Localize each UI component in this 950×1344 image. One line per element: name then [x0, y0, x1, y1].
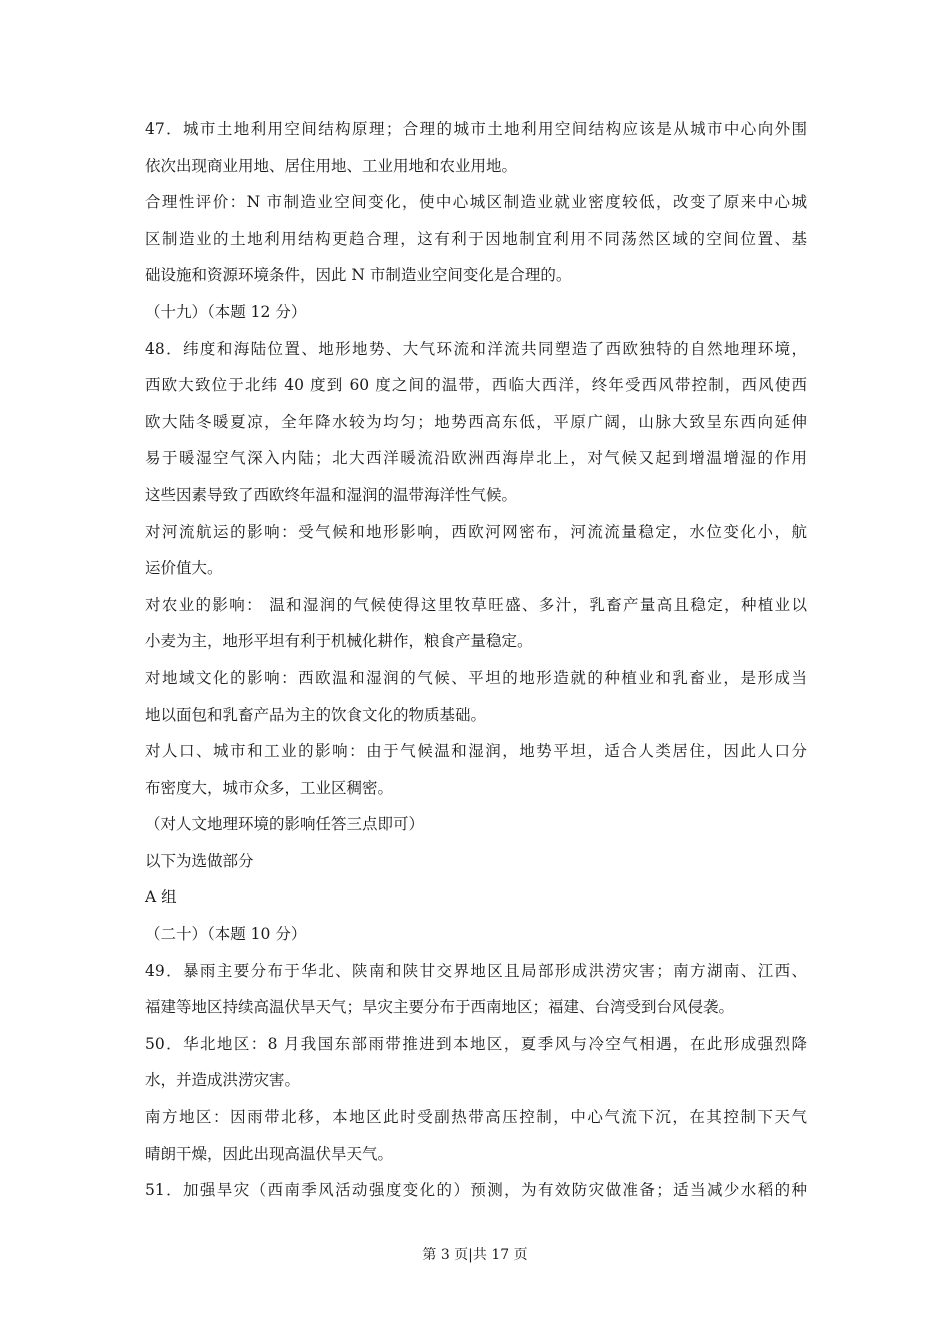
text-line: 依次出现商业用地、居住用地、工业用地和农业用地。 [145, 156, 518, 175]
text-line: 对河流航运的影响：受气候和地形影响，西欧河网密布，河流流量稳定，水位变化小，航 [145, 522, 807, 541]
document-body [145, 111, 807, 1209]
text-line: 51．加强旱灾（西南季风活动强度变化的）预测，为有效防灾做准备；适当减少水稻的种 [145, 1181, 807, 1200]
text-line: 48．纬度和海陆位置、地形地势、大气环流和洋流共同塑造了西欧独特的自然地理环境， [145, 339, 807, 358]
text-line: 易于暖湿空气深入内陆；北大西洋暖流沿欧洲西海岸北上，对气候又起到增温增湿的作用 [145, 449, 807, 468]
text-line: 对人口、城市和工业的影响：由于气候温和湿润，地势平坦，适合人类居住，因此人口分 [145, 742, 807, 761]
page-footer: 第 3 页|共 17 页 [422, 1247, 528, 1263]
text-line: 对地域文化的影响：西欧温和湿润的气候、平坦的地形造就的种植业和乳畜业，是形成当 [145, 668, 807, 687]
text-line: 47．城市土地利用空间结构原理；合理的城市土地利用空间结构应该是从城市中心向外围 [145, 120, 807, 138]
text-line: 水，并造成洪涝灾害。 [145, 1071, 301, 1090]
text-line: 以下为选做部分 [145, 851, 254, 870]
text-line: A 组 [145, 888, 177, 907]
text-line: 对农业的影响： 温和湿润的气候使得这里牧草旺盛、多汁，乳畜产量高且稳定，种植业以 [145, 595, 807, 614]
text-line: 小麦为主，地形平坦有利于机械化耕作，粮食产量稳定。 [145, 632, 533, 651]
text-line: 运价值大。 [145, 559, 223, 578]
text-line: 西欧大致位于北纬 40 度到 60 度之间的温带，西临大西洋，终年受西风带控制，西风使西 [145, 376, 807, 395]
text-line: 福建等地区持续高温伏旱天气；旱灾主要分布于西南地区；福建、台湾受到台风侵袭。 [145, 998, 735, 1017]
text-line: 合理性评价：N 市制造业空间变化，使中心城区制造业就业密度较低，改变了原来中心城 [145, 193, 807, 212]
text-line: 晴朗干燥，因此出现高温伏旱天气。 [145, 1144, 394, 1163]
text-line: 这些因素导致了西欧终年温和湿润的温带海洋性气候。 [145, 485, 518, 504]
text-line: 南方地区：因雨带北移，本地区此时受副热带高压控制，中心气流下沉，在其控制下天气 [145, 1108, 807, 1127]
text-line: 50．华北地区：8 月我国东部雨带推进到本地区，夏季风与冷空气相遇，在此形成强烈降 [145, 1034, 807, 1053]
text-line: （二十）（本题 10 分） [145, 925, 307, 944]
text-line: 欧大陆冬暖夏凉，全年降水较为均匀；地势西高东低，平原广阔，山脉大致呈东西向延伸 [145, 412, 807, 431]
text-line: 地以面包和乳畜产品为主的饮食文化的物质基础。 [145, 705, 487, 724]
text-line: （十九）（本题 12 分） [145, 302, 307, 321]
text-line: 础设施和资源环境条件，因此 N 市制造业空间变化是合理的。 [145, 266, 572, 285]
text-line: （对人文地理环境的影响任答三点即可） [145, 815, 425, 834]
text-line: 区制造业的土地利用结构更趋合理，这有利于因地制宜利用不同荡然区域的空间位置、基 [145, 229, 807, 248]
text-line: 布密度大，城市众多，工业区稠密。 [145, 778, 394, 797]
text-line: 49．暴雨主要分布于华北、陕南和陕甘交界地区且局部形成洪涝灾害；南方湖南、江西、 [145, 961, 807, 980]
